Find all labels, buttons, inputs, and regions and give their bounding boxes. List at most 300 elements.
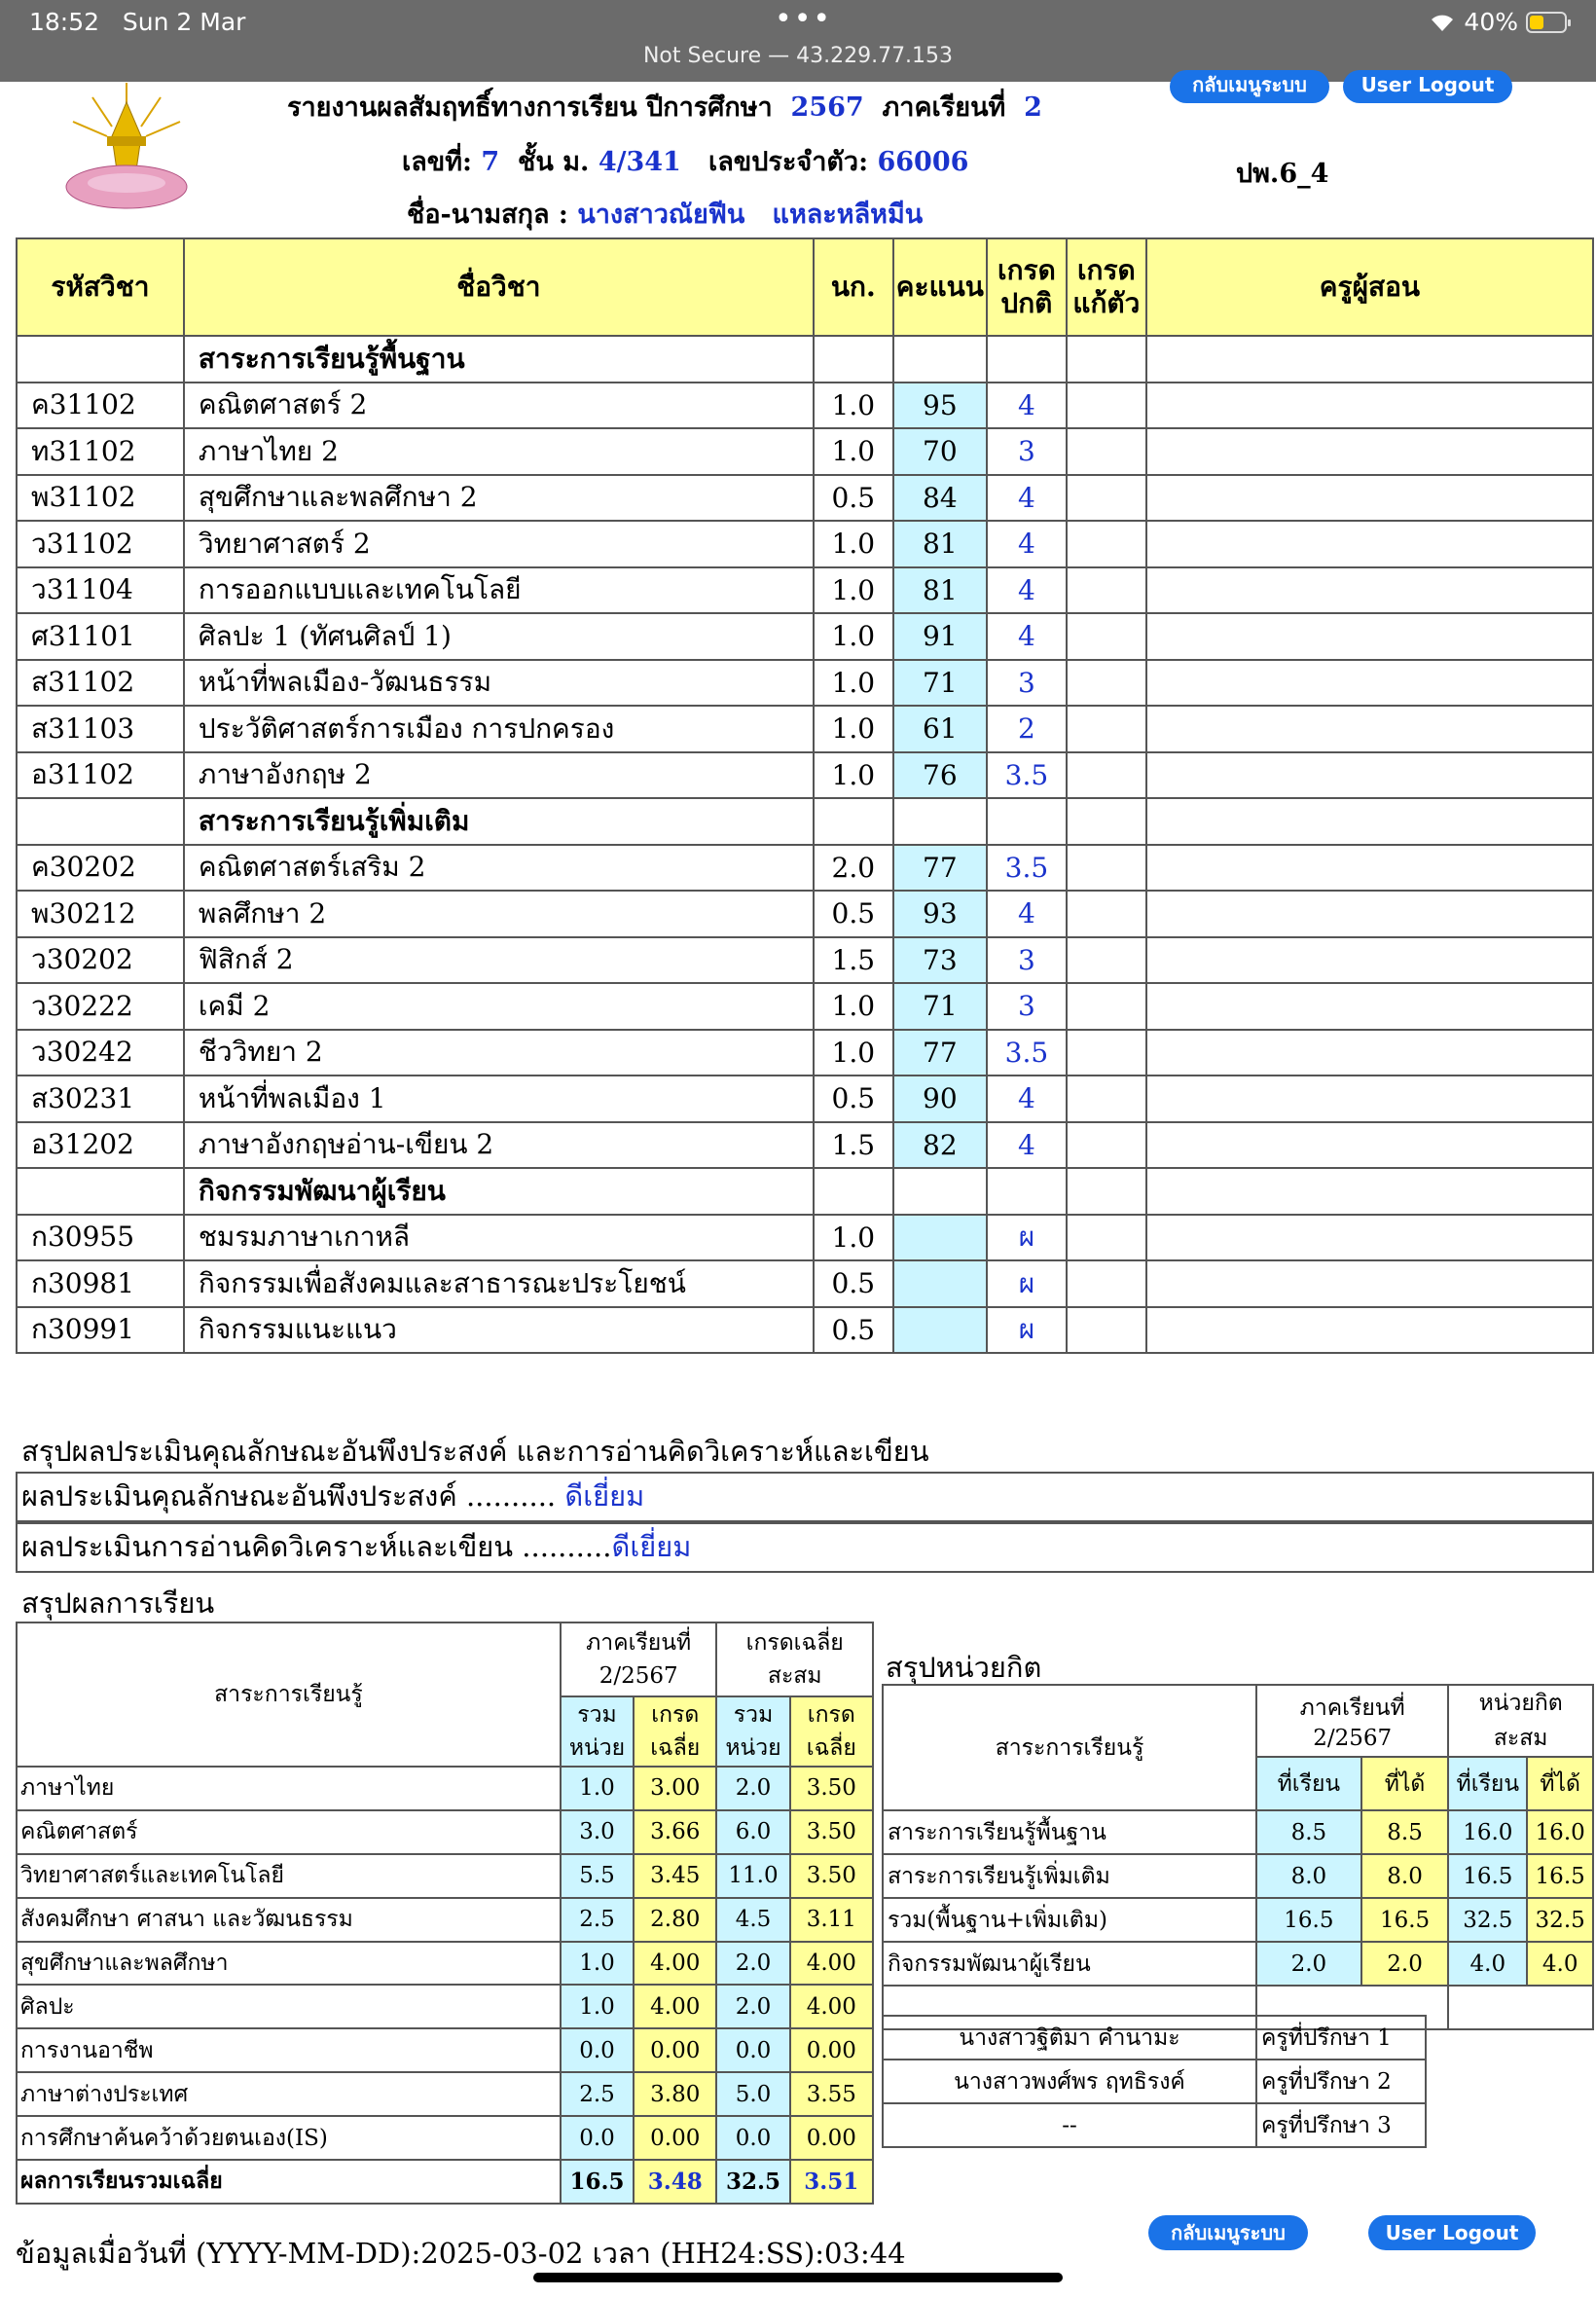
col-grade: เกรด ปกติ	[987, 238, 1067, 336]
subject-row	[17, 891, 1593, 937]
credits-cum-studied: 32.5	[1448, 1898, 1527, 1942]
summary-units: 1.0	[561, 1942, 634, 1986]
subject-code: ส31102	[17, 660, 184, 707]
subject-credit: 0.5	[814, 891, 893, 937]
subject-fix-grade	[1067, 1307, 1146, 1354]
subject-row	[17, 1030, 1593, 1076]
credits-heading: สรุปหน่วยกิต	[886, 1651, 1042, 1684]
subject-fix-grade	[1067, 1122, 1146, 1169]
section-row	[17, 798, 1593, 845]
student-line: เลขที่: 7 ชั้น ม. 4/341 เลขประจำตัว: 66006	[402, 147, 969, 177]
summary-units: 0.0	[561, 2116, 634, 2160]
subject-code: พ30212	[17, 891, 184, 937]
status-right	[1429, 8, 1567, 36]
subject-score: 71	[893, 660, 987, 707]
subject-name: สุขศึกษาและพลศึกษา 2	[184, 475, 814, 522]
subject-credit: 1.0	[814, 567, 893, 614]
subject-teacher	[1146, 1076, 1593, 1122]
subject-row	[17, 1076, 1593, 1122]
subject-score	[893, 1260, 987, 1307]
subject-fix-grade	[1067, 428, 1146, 475]
subject-credit: 0.5	[814, 1076, 893, 1122]
credits-cum-earned: 32.5	[1527, 1898, 1593, 1942]
col-teacher: ครูผู้สอน	[1146, 238, 1593, 336]
summary-total-cum-avg: 3.51	[790, 2160, 873, 2204]
address-bar[interactable]: Not Secure — 43.229.77.153	[642, 44, 954, 68]
footer-timestamp: ข้อมูลเมื่อวันที่ (YYYY-MM-DD):2025-03-02 เวลา (HH24:SS):03:44	[16, 2237, 906, 2270]
subject-grade: 4	[987, 1122, 1067, 1169]
subject-score: 81	[893, 567, 987, 614]
wifi-icon	[1429, 12, 1456, 33]
subject-teacher	[1146, 1030, 1593, 1076]
subject-grade: 4	[987, 891, 1067, 937]
subject-name: หน้าที่พลเมือง-วัฒนธรรม	[184, 660, 814, 707]
summary-table	[16, 1622, 874, 2205]
subject-credit: 1.0	[814, 1030, 893, 1076]
subject-score: 77	[893, 1030, 987, 1076]
subject-name: วิทยาศาสตร์ 2	[184, 521, 814, 567]
summary-avg: 3.00	[634, 1767, 716, 1810]
subject-code: อ31202	[17, 1122, 184, 1169]
advisor-role: ครูที่ปรึกษา 1	[1256, 2016, 1426, 2060]
subject-code: ว30222	[17, 983, 184, 1030]
subject-fix-grade	[1067, 845, 1146, 892]
status-time: 18:52 Sun 2 Mar	[29, 8, 246, 36]
subject-row	[17, 428, 1593, 475]
section-code-cell	[17, 336, 184, 383]
subject-code: ว30242	[17, 1030, 184, 1076]
section-empty-score	[893, 336, 987, 383]
subject-grade: 3	[987, 983, 1067, 1030]
summary-cum-avg: 0.00	[790, 2116, 873, 2160]
subject-teacher	[1146, 752, 1593, 799]
subject-fix-grade	[1067, 475, 1146, 522]
subject-name: ภาษาไทย 2	[184, 428, 814, 475]
summary-col-units: รวมหน่วย	[561, 1696, 634, 1767]
subject-row	[17, 1215, 1593, 1261]
subject-teacher	[1146, 475, 1593, 522]
summary-row	[17, 1898, 873, 1942]
back-to-menu-button[interactable]: กลับเมนูระบบ	[1148, 2215, 1308, 2250]
subject-code: ส30231	[17, 1076, 184, 1122]
credits-row	[883, 1854, 1593, 1898]
subject-teacher	[1146, 937, 1593, 984]
summary-cum-units: 2.0	[716, 1985, 789, 2028]
section-code-cell	[17, 1168, 184, 1215]
section-title: กิจกรรมพัฒนาผู้เรียน	[184, 1168, 814, 1215]
subject-score: 91	[893, 613, 987, 660]
subject-row	[17, 845, 1593, 892]
subject-row	[17, 567, 1593, 614]
more-dots-icon[interactable]: •••	[775, 2, 833, 36]
subject-grade: ผ	[987, 1260, 1067, 1307]
summary-cum-units: 4.5	[716, 1898, 789, 1942]
subject-grade: 3	[987, 428, 1067, 475]
advisor-name: นางสาวพงศ์พร ฤทธิรงค์	[883, 2060, 1256, 2103]
section-empty-credit	[814, 798, 893, 845]
grades-table	[16, 237, 1594, 1354]
summary-subject: ภาษาต่างประเทศ	[17, 2072, 561, 2116]
subject-grade: 4	[987, 567, 1067, 614]
subject-score: 70	[893, 428, 987, 475]
battery-icon	[1526, 12, 1567, 33]
section-empty-grade	[987, 1168, 1067, 1215]
section-empty-fix	[1067, 336, 1146, 383]
col-fix-grade: เกรด แก้ตัว	[1067, 238, 1146, 336]
subject-credit: 0.5	[814, 475, 893, 522]
subject-grade: ผ	[987, 1215, 1067, 1261]
summary-total-avg: 3.48	[634, 2160, 716, 2204]
subject-row	[17, 660, 1593, 707]
credits-blank-cum	[1448, 1986, 1593, 2029]
subject-score: 77	[893, 845, 987, 892]
section-title: สาระการเรียนรู้เพิ่มเติม	[184, 798, 814, 845]
section-empty-grade	[987, 798, 1067, 845]
credits-subject: สาระการเรียนรู้พื้นฐาน	[883, 1810, 1256, 1854]
credits-studied: 8.5	[1256, 1810, 1361, 1854]
subject-credit: 1.0	[814, 521, 893, 567]
col-code: รหัสวิชา	[17, 238, 184, 336]
subject-credit: 1.5	[814, 1122, 893, 1169]
subject-code: อ31102	[17, 752, 184, 799]
summary-units: 1.0	[561, 1985, 634, 2028]
section-empty-credit	[814, 336, 893, 383]
subject-code: ว30202	[17, 937, 184, 984]
subject-name: พลศึกษา 2	[184, 891, 814, 937]
credits-subject: รวม(พื้นฐาน+เพิ่มเติม)	[883, 1898, 1256, 1942]
subject-credit: 1.5	[814, 937, 893, 984]
logout-button[interactable]: User Logout	[1368, 2215, 1536, 2250]
summary-cum-avg: 4.00	[790, 1985, 873, 2028]
subject-code: ท31102	[17, 428, 184, 475]
subject-row	[17, 1260, 1593, 1307]
summary-subject: สุขศึกษาและพลศึกษา	[17, 1942, 561, 1986]
subject-grade: 3.5	[987, 845, 1067, 892]
subject-name: คณิตศาสตร์ 2	[184, 383, 814, 429]
subject-teacher	[1146, 1215, 1593, 1261]
subject-code: ก30981	[17, 1260, 184, 1307]
subject-teacher	[1146, 1307, 1593, 1354]
subject-fix-grade	[1067, 752, 1146, 799]
subject-name: ประวัติศาสตร์การเมือง การปกครอง	[184, 706, 814, 752]
section-code-cell	[17, 798, 184, 845]
summary-subject: สังคมศึกษา ศาสนา และวัฒนธรรม	[17, 1898, 561, 1942]
subject-credit: 1.0	[814, 1215, 893, 1261]
subject-teacher	[1146, 1260, 1593, 1307]
subject-grade: 4	[987, 1076, 1067, 1122]
battery-percent: 40%	[1464, 8, 1518, 36]
credits-cum-studied: 16.5	[1448, 1854, 1527, 1898]
subject-code: ว31104	[17, 567, 184, 614]
summary-row	[17, 1985, 873, 2028]
subject-score: 73	[893, 937, 987, 984]
subject-credit: 1.0	[814, 983, 893, 1030]
section-empty-teacher	[1146, 1168, 1593, 1215]
subject-score: 93	[893, 891, 987, 937]
subject-score: 61	[893, 706, 987, 752]
credits-row	[883, 1942, 1593, 1986]
summary-subject: การงานอาชีพ	[17, 2028, 561, 2072]
advisor-row	[883, 2016, 1426, 2060]
summary-cum-units: 2.0	[716, 1942, 789, 1986]
report-title: รายงานผลสัมฤทธิ์ทางการเรียน ปีการศึกษา 2567 ภาคเรียนที่ 2	[287, 92, 1042, 123]
subject-name: ชมรมภาษาเกาหลี	[184, 1215, 814, 1261]
subject-credit: 0.5	[814, 1307, 893, 1354]
subject-fix-grade	[1067, 613, 1146, 660]
summary-cum-units: 0.0	[716, 2028, 789, 2072]
subject-teacher	[1146, 706, 1593, 752]
credits-col-earned: ที่ได้	[1361, 1757, 1449, 1810]
subject-score: 76	[893, 752, 987, 799]
summary-cum-units: 2.0	[716, 1767, 789, 1810]
credits-studied: 8.0	[1256, 1854, 1361, 1898]
advisors-table	[882, 2015, 1427, 2148]
subject-grade: 3.5	[987, 752, 1067, 799]
subject-code: ศ31101	[17, 613, 184, 660]
subject-code: ค30202	[17, 845, 184, 892]
summary-units: 0.0	[561, 2028, 634, 2072]
section-title: สาระการเรียนรู้พื้นฐาน	[184, 336, 814, 383]
credits-row	[883, 1898, 1593, 1942]
credits-col-cum-earned: ที่ได้	[1527, 1757, 1593, 1810]
subject-fix-grade	[1067, 1076, 1146, 1122]
summary-col-term: ภาคเรียนที่ 2/2567	[561, 1622, 717, 1696]
section-empty-score	[893, 1168, 987, 1215]
credits-earned: 16.5	[1361, 1898, 1449, 1942]
credits-table	[882, 1684, 1594, 2030]
subject-teacher	[1146, 428, 1593, 475]
subject-credit: 1.0	[814, 660, 893, 707]
section-empty-teacher	[1146, 798, 1593, 845]
summary-cum-avg: 4.00	[790, 1942, 873, 1986]
section-empty-fix	[1067, 1168, 1146, 1215]
subject-fix-grade	[1067, 660, 1146, 707]
summary-subject: ภาษาไทย	[17, 1767, 561, 1810]
summary-avg: 3.80	[634, 2072, 716, 2116]
back-to-menu-button-top[interactable]: กลับเมนูระบบ	[1170, 70, 1329, 103]
summary-heading: สรุปผลการเรียน	[21, 1586, 215, 1620]
summary-row	[17, 1942, 873, 1986]
advisor-row	[883, 2060, 1426, 2103]
subject-name: การออกแบบและเทคโนโลยี	[184, 567, 814, 614]
section-empty-score	[893, 798, 987, 845]
summary-col-cum-avg: เกรดเฉลี่ย	[790, 1696, 873, 1767]
subject-grade: 4	[987, 383, 1067, 429]
advisor-role: ครูที่ปรึกษา 2	[1256, 2060, 1426, 2103]
summary-cum-avg: 3.50	[790, 1854, 873, 1898]
subject-credit: 2.0	[814, 845, 893, 892]
student-name-line: ชื่อ-นามสกุล : นางสาวณัยฟีน แหละหลีหมีน	[407, 200, 924, 230]
subject-name: กิจกรรมแนะแนว	[184, 1307, 814, 1354]
subject-teacher	[1146, 983, 1593, 1030]
summary-avg: 4.00	[634, 1942, 716, 1986]
summary-total-row	[17, 2160, 873, 2204]
subject-fix-grade	[1067, 521, 1146, 567]
subject-credit: 0.5	[814, 1260, 893, 1307]
credits-subject: สาระการเรียนรู้เพิ่มเติม	[883, 1854, 1256, 1898]
subject-fix-grade	[1067, 383, 1146, 429]
summary-total-units: 16.5	[561, 2160, 634, 2204]
subject-teacher	[1146, 567, 1593, 614]
form-code: ปพ.6_4	[1236, 159, 1329, 189]
summary-cum-units: 11.0	[716, 1854, 789, 1898]
subject-row	[17, 752, 1593, 799]
subject-score: 95	[893, 383, 987, 429]
credits-col-subject: สาระการเรียนรู้	[883, 1685, 1256, 1810]
credits-cum-earned: 16.0	[1527, 1810, 1593, 1854]
subject-score: 71	[893, 983, 987, 1030]
summary-row	[17, 1810, 873, 1854]
subject-row	[17, 613, 1593, 660]
subject-name: ฟิสิกส์ 2	[184, 937, 814, 984]
home-indicator[interactable]	[533, 2273, 1063, 2282]
summary-avg: 0.00	[634, 2028, 716, 2072]
subject-score	[893, 1307, 987, 1354]
subject-row	[17, 383, 1593, 429]
eval-heading: สรุปผลประเมินคุณลักษณะอันพึงประสงค์ และการอ่านคิดวิเคราะห์และเขียน	[21, 1435, 929, 1468]
subject-score: 82	[893, 1122, 987, 1169]
subject-code: ก30991	[17, 1307, 184, 1354]
credits-subject: กิจกรรมพัฒนาผู้เรียน	[883, 1942, 1256, 1986]
eval-character-row: ผลประเมินคุณลักษณะอันพึงประสงค์ .......... ดีเยี่ยม	[16, 1472, 1594, 1522]
subject-credit: 1.0	[814, 428, 893, 475]
summary-cum-units: 5.0	[716, 2072, 789, 2116]
subject-row	[17, 937, 1593, 984]
subject-teacher	[1146, 383, 1593, 429]
subject-score: 90	[893, 1076, 987, 1122]
credits-earned: 8.0	[1361, 1854, 1449, 1898]
subject-name: ชีววิทยา 2	[184, 1030, 814, 1076]
subject-score	[893, 1215, 987, 1261]
subject-credit: 1.0	[814, 752, 893, 799]
subject-grade: 4	[987, 613, 1067, 660]
section-empty-credit	[814, 1168, 893, 1215]
subject-score: 84	[893, 475, 987, 522]
summary-col-cum-units: รวมหน่วย	[716, 1696, 789, 1767]
summary-units: 5.5	[561, 1854, 634, 1898]
subject-teacher	[1146, 1122, 1593, 1169]
subject-credit: 1.0	[814, 706, 893, 752]
summary-avg: 0.00	[634, 2116, 716, 2160]
eval-character-value: ดีเยี่ยม	[564, 1479, 645, 1513]
advisor-name: --	[883, 2103, 1256, 2147]
summary-cum-units: 6.0	[716, 1810, 789, 1854]
subject-name: หน้าที่พลเมือง 1	[184, 1076, 814, 1122]
subject-grade: 2	[987, 706, 1067, 752]
subject-teacher	[1146, 613, 1593, 660]
subject-code: ส31103	[17, 706, 184, 752]
subject-name: เคมี 2	[184, 983, 814, 1030]
subject-grade: 4	[987, 475, 1067, 522]
subject-fix-grade	[1067, 706, 1146, 752]
subject-name: ศิลปะ 1 (ทัศนศิลป์ 1)	[184, 613, 814, 660]
summary-units: 1.0	[561, 1767, 634, 1810]
subject-teacher	[1146, 660, 1593, 707]
summary-row	[17, 1767, 873, 1810]
subject-row	[17, 983, 1593, 1030]
subject-score: 81	[893, 521, 987, 567]
summary-total-cum-units: 32.5	[716, 2160, 789, 2204]
subject-grade: 3.5	[987, 1030, 1067, 1076]
advisor-role: ครูที่ปรึกษา 3	[1256, 2103, 1426, 2147]
subject-grade: 4	[987, 521, 1067, 567]
subject-grade: ผ	[987, 1307, 1067, 1354]
subject-fix-grade	[1067, 983, 1146, 1030]
subject-name: ภาษาอังกฤษ 2	[184, 752, 814, 799]
subject-row	[17, 1122, 1593, 1169]
subject-grade: 3	[987, 937, 1067, 984]
subject-fix-grade	[1067, 937, 1146, 984]
summary-units: 2.5	[561, 2072, 634, 2116]
col-score: คะแนน	[893, 238, 987, 336]
col-subject: ชื่อวิชา	[184, 238, 814, 336]
credits-row	[883, 1810, 1593, 1854]
credits-studied: 2.0	[1256, 1942, 1361, 1986]
subject-grade: 3	[987, 660, 1067, 707]
credits-col-cum-studied: ที่เรียน	[1448, 1757, 1527, 1810]
summary-row	[17, 2116, 873, 2160]
credits-cum-earned: 16.5	[1527, 1854, 1593, 1898]
summary-total-label: ผลการเรียนรวมเฉลี่ย	[17, 2160, 561, 2204]
credits-col-cum: หน่วยกิตสะสม	[1448, 1685, 1593, 1757]
subject-row	[17, 475, 1593, 522]
subject-row	[17, 706, 1593, 752]
subject-fix-grade	[1067, 1215, 1146, 1261]
subject-fix-grade	[1067, 891, 1146, 937]
subject-teacher	[1146, 521, 1593, 567]
subject-credit: 1.0	[814, 613, 893, 660]
subject-teacher	[1146, 891, 1593, 937]
subject-fix-grade	[1067, 1260, 1146, 1307]
subject-name: คณิตศาสตร์เสริม 2	[184, 845, 814, 892]
summary-subject: คณิตศาสตร์	[17, 1810, 561, 1854]
summary-cum-avg: 3.50	[790, 1767, 873, 1810]
summary-cum-avg: 3.50	[790, 1810, 873, 1854]
col-credit: นก.	[814, 238, 893, 336]
subject-code: ค31102	[17, 383, 184, 429]
summary-units: 3.0	[561, 1810, 634, 1854]
summary-cum-units: 0.0	[716, 2116, 789, 2160]
subject-code: พ31102	[17, 475, 184, 522]
logout-button-top[interactable]: User Logout	[1343, 70, 1512, 103]
summary-cum-avg: 3.55	[790, 2072, 873, 2116]
credits-cum-studied: 4.0	[1448, 1942, 1527, 1986]
subject-code: ก30955	[17, 1215, 184, 1261]
summary-avg: 3.45	[634, 1854, 716, 1898]
section-empty-fix	[1067, 798, 1146, 845]
summary-subject: ศิลปะ	[17, 1985, 561, 2028]
summary-units: 2.5	[561, 1898, 634, 1942]
school-crest-logo	[54, 78, 200, 214]
subject-teacher	[1146, 845, 1593, 892]
subject-credit: 1.0	[814, 383, 893, 429]
summary-col-avg: เกรดเฉลี่ย	[634, 1696, 716, 1767]
section-row	[17, 336, 1593, 383]
subject-fix-grade	[1067, 1030, 1146, 1076]
advisor-name: นางสาวฐิติมา คำนามะ	[883, 2016, 1256, 2060]
subject-row	[17, 1307, 1593, 1354]
subject-name: ภาษาอังกฤษอ่าน-เขียน 2	[184, 1122, 814, 1169]
summary-avg: 2.80	[634, 1898, 716, 1942]
eval-reading-row: ผลประเมินการอ่านคิดวิเคราะห์และเขียน ..........ดีเยี่ยม	[16, 1522, 1594, 1573]
summary-avg: 3.66	[634, 1810, 716, 1854]
summary-cum-avg: 0.00	[790, 2028, 873, 2072]
summary-row	[17, 1854, 873, 1898]
summary-avg: 4.00	[634, 1985, 716, 2028]
credits-earned: 2.0	[1361, 1942, 1449, 1986]
subject-code: ว31102	[17, 521, 184, 567]
eval-reading-value: ดีเยี่ยม	[611, 1530, 692, 1563]
